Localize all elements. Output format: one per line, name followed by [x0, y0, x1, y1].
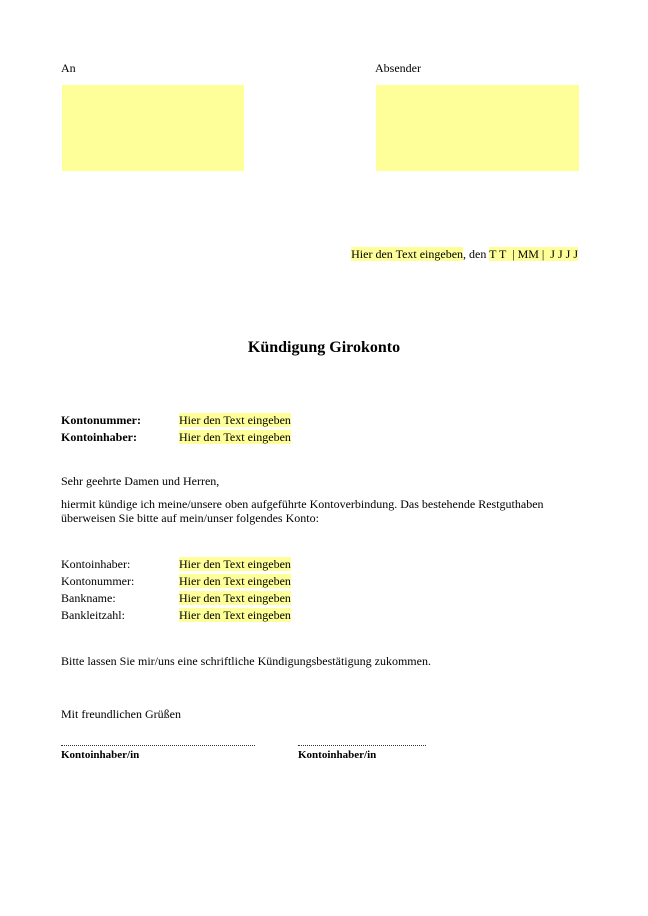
confirmation-request: Bitte lassen Sie mir/uns eine schriftliche Kündigungsbestätigung zukommen. — [61, 654, 431, 668]
place-field[interactable]: Hier den Text eingeben — [351, 247, 464, 261]
signature-label-1: Kontoinhaber/in — [61, 749, 140, 761]
account-number-label: Kontonummer: — [61, 413, 141, 427]
account-number-field[interactable]: Hier den Text eingeben — [179, 413, 291, 427]
sender-label: Absender — [375, 61, 421, 75]
body-text-line2: überweisen Sie bitte auf mein/unser folgendes Konto: — [61, 511, 319, 525]
body-text-line1: hiermit kündige ich meine/unsere oben aufgeführte Kontoverbindung. Das bestehende Restguthaben — [61, 497, 544, 511]
account-holder-field[interactable]: Hier den Text eingeben — [179, 430, 291, 444]
bank-name-label: Bankname: — [61, 591, 116, 605]
salutation: Sehr geehrte Damen und Herren, — [61, 474, 220, 488]
signature-line-1 — [61, 745, 255, 746]
signature-label-2: Kontoinhaber/in — [298, 749, 377, 761]
recipient-address-field[interactable] — [62, 85, 244, 171]
account-holder-label: Kontoinhaber: — [61, 430, 138, 444]
closing: Mit freundlichen Grüßen — [61, 707, 181, 721]
date-field[interactable]: T T | MM | J J J J — [489, 247, 578, 261]
transfer-number-label: Kontonummer: — [61, 574, 135, 588]
date-line — [351, 247, 578, 261]
page-title: Kündigung Girokonto — [247, 339, 401, 356]
bank-code-label: Bankleitzahl: — [61, 608, 125, 622]
bank-name-field[interactable]: Hier den Text eingeben — [179, 591, 291, 605]
sender-address-field[interactable] — [376, 85, 579, 171]
transfer-number-field[interactable]: Hier den Text eingeben — [179, 574, 291, 588]
signature-line-2 — [298, 745, 426, 746]
recipient-label: An — [61, 61, 76, 75]
transfer-holder-field[interactable]: Hier den Text eingeben — [179, 557, 291, 571]
bank-code-field[interactable]: Hier den Text eingeben — [179, 608, 291, 622]
transfer-holder-label: Kontoinhaber: — [61, 557, 131, 571]
date-separator: , den — [463, 247, 490, 261]
